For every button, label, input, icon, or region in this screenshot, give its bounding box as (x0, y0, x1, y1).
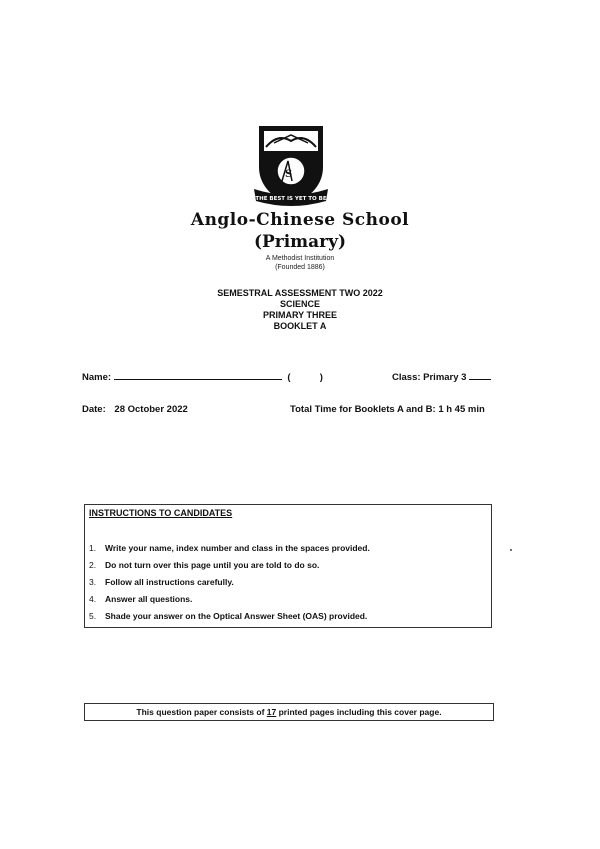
instruction-item: 4. Answer all questions. (89, 594, 193, 604)
date-row (82, 404, 188, 415)
instruction-item: 1. Write your name, index number and class in the spaces provided. (89, 543, 370, 553)
school-section: (Primary) (253, 232, 347, 252)
name-field[interactable] (82, 370, 323, 383)
page-count-prefix: This question paper consists of (136, 707, 267, 717)
name-blank[interactable] (114, 370, 282, 380)
class-label: Class: Primary 3 (392, 372, 467, 383)
index-open: ( (287, 372, 291, 383)
instruction-item: 3. Follow all instructions carefully. (89, 577, 234, 587)
instruction-item: 2. Do not turn over this page until you are told to do so. (89, 560, 320, 570)
assessment-subject: SCIENCE (279, 299, 320, 309)
crest-motto: THE BEST IS YET TO BE (255, 196, 327, 202)
instructions-title: INSTRUCTIONS TO CANDIDATES (89, 508, 233, 518)
class-field[interactable] (392, 370, 491, 383)
instructions-list (89, 543, 487, 628)
page-count-box (84, 703, 494, 721)
stray-mark (510, 549, 512, 551)
index-close: ) (319, 372, 323, 383)
class-blank[interactable] (469, 370, 491, 380)
date-label: Date: (82, 404, 106, 415)
date-value: 28 October 2022 (114, 404, 188, 415)
total-time: Total Time for Booklets A and B: 1 h 45 min (290, 404, 485, 415)
instruction-item: 5. Shade your answer on the Optical Answer Sheet (OAS) provided. (89, 611, 368, 621)
page-count-number: 17 (266, 707, 277, 717)
assessment-title: SEMESTRAL ASSESSMENT TWO 2022 (217, 288, 383, 298)
page-count-suffix: printed pages including this cover page. (276, 707, 442, 717)
school-founded: (Founded 1886) (275, 264, 325, 271)
name-label: Name: (82, 372, 112, 383)
assessment-booklet: BOOKLET A (273, 321, 327, 331)
svg-text:S: S (285, 169, 293, 180)
assessment-level: PRIMARY THREE (262, 310, 337, 320)
instructions-box (84, 504, 492, 628)
school-tagline: A Methodist Institution (265, 255, 335, 262)
school-crest-logo (252, 121, 330, 213)
school-name: Anglo-Chinese School (190, 210, 410, 230)
